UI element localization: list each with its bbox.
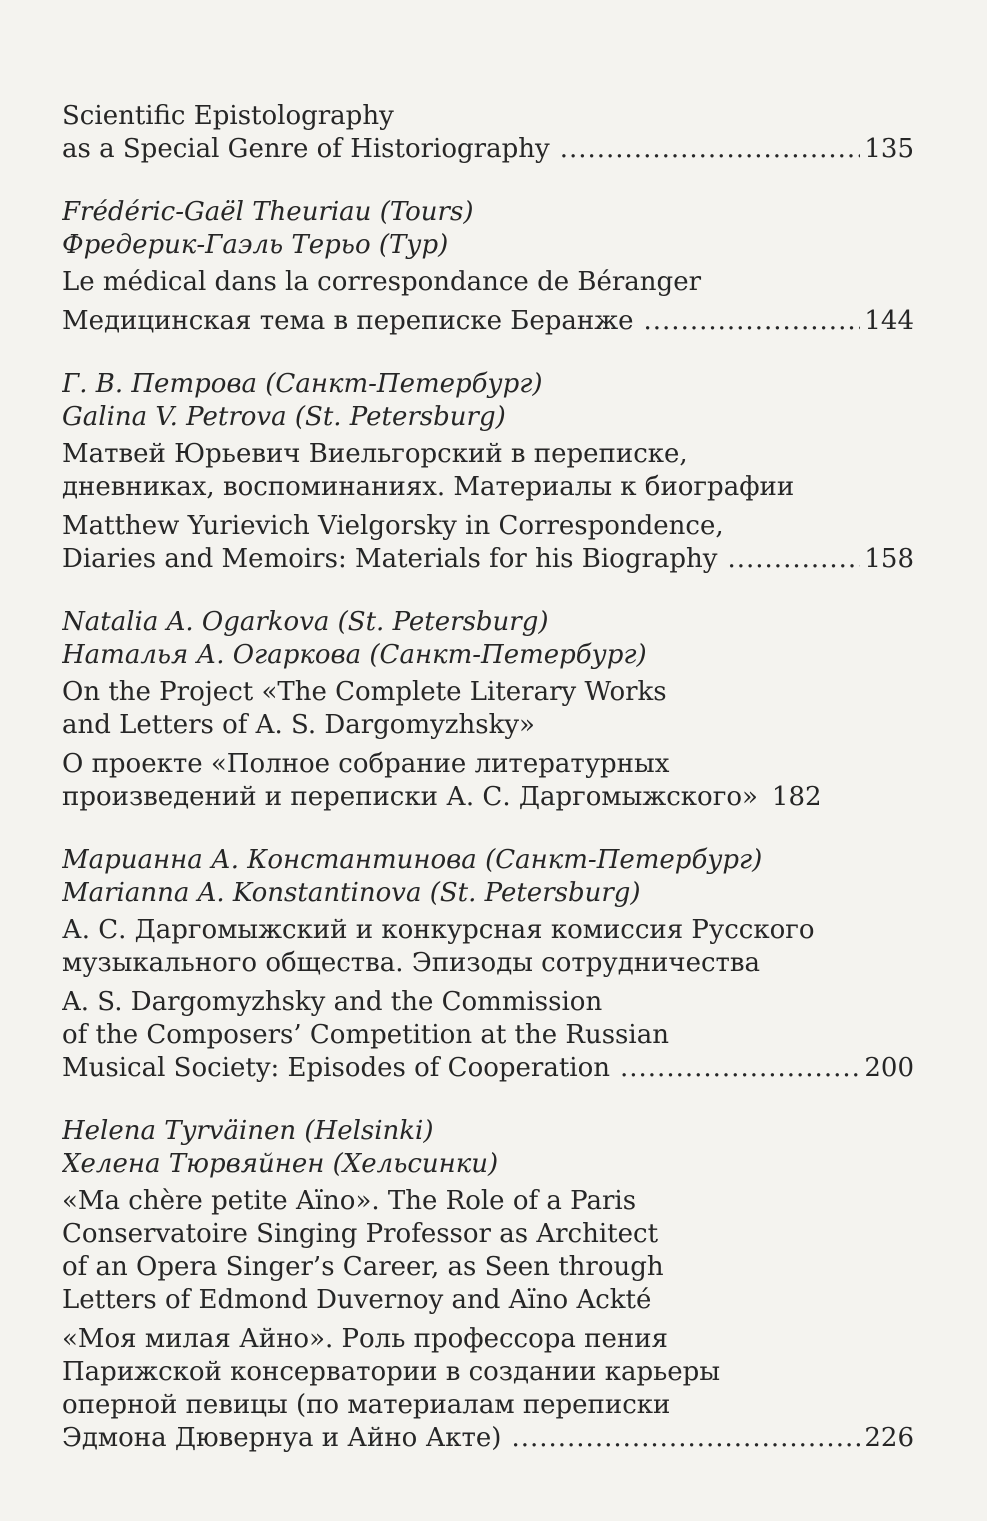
title-line-with-page <box>62 543 914 576</box>
page-number: 182 <box>771 782 822 812</box>
author-name: Natalia A. Ogarkova (St. Petersburg) <box>62 607 549 637</box>
author-name: Наталья А. Огаркова (Санкт-Петербург) <box>62 640 647 670</box>
article-title <box>62 1323 914 1455</box>
title-line: музыкального общества. Эпизоды сотрудничества <box>62 948 761 978</box>
toc-entry <box>62 368 914 576</box>
dot-leader <box>560 133 861 166</box>
article-title <box>62 1185 914 1317</box>
title-line: Медицинская тема в переписке Беранже <box>62 306 634 336</box>
author-name: Helena Tyrväinen (Helsinki) <box>62 1116 434 1146</box>
title-line: «Ma chère petite Aïno». The Role of a Paris <box>62 1186 637 1216</box>
title-line: Парижской консерватории в создании карьеры <box>62 1357 721 1387</box>
title-line: as a Special Genre of Historiography <box>62 134 550 164</box>
toc-entry <box>62 844 914 1085</box>
title-line: Diaries and Memoirs: Materials for his Biography <box>62 544 718 574</box>
author-name: Марианна А. Константинова (Санкт-Петербург) <box>62 845 763 875</box>
title-line: Матвей Юрьевич Виельгорский в переписке, <box>62 439 688 469</box>
title-line-with-page <box>62 133 914 166</box>
article-title <box>62 914 914 980</box>
toc-entry <box>62 196 914 338</box>
title-line-with-page <box>62 781 914 814</box>
title-line-with-page <box>62 305 914 338</box>
title-line: «Моя милая Айно». Роль профессора пения <box>62 1324 668 1354</box>
dot-leader <box>727 543 860 576</box>
article-title <box>62 986 914 1085</box>
author-name: Galina V. Petrova (St. Petersburg) <box>62 402 506 432</box>
title-line: Musical Society: Episodes of Cooperation <box>62 1053 610 1083</box>
title-line-with-page <box>62 1052 914 1085</box>
article-title <box>62 305 914 338</box>
title-line: On the Project «The Complete Literary Works <box>62 677 667 707</box>
title-line: дневниках, воспоминаниях. Материалы к биографии <box>62 472 795 502</box>
page-number: 158 <box>864 544 914 574</box>
title-line: Letters of Edmond Duvernoy and Aïno Ackté <box>62 1285 652 1315</box>
author-name: Frédéric-Gaël Theuriau (Tours) <box>62 197 474 227</box>
page-number: 144 <box>864 306 914 336</box>
title-line: произведений и переписки А. С. Даргомыжского» <box>62 782 758 812</box>
title-line-with-page <box>62 1422 914 1455</box>
title-line: and Letters of A. S. Dargomyzhsky» <box>62 710 535 740</box>
article-title <box>62 438 914 504</box>
title-line: Conservatoire Singing Professor as Architect <box>62 1219 659 1249</box>
author-name: Хелена Тюрвяйнен (Хельсинки) <box>62 1149 499 1179</box>
toc-entry <box>62 100 914 166</box>
author-name: Г. В. Петрова (Санкт-Петербург) <box>62 369 543 399</box>
article-title <box>62 266 914 299</box>
page-number: 226 <box>864 1423 914 1453</box>
title-line: of an Opera Singer’s Career, as Seen through <box>62 1252 664 1282</box>
page-number: 200 <box>864 1053 914 1083</box>
dot-leader <box>620 1052 860 1085</box>
title-line: Scientific Epistolography <box>62 101 394 131</box>
article-title <box>62 748 914 814</box>
title-line: оперной певицы (по материалам переписки <box>62 1390 671 1420</box>
dot-leader <box>511 1422 860 1455</box>
page-number: 135 <box>864 134 914 164</box>
title-line: of the Composers’ Competition at the Russian <box>62 1020 669 1050</box>
article-title <box>62 510 914 576</box>
title-line: Эдмона Дювернуа и Айно Акте) <box>62 1423 502 1453</box>
title-line: Le médical dans la correspondance de Béranger <box>62 267 702 297</box>
toc-entry <box>62 1115 914 1455</box>
dot-leader <box>644 305 861 338</box>
author-name: Marianna A. Konstantinova (St. Petersburg) <box>62 878 641 908</box>
article-title <box>62 100 914 166</box>
title-line: А. С. Даргомыжский и конкурсная комиссия Русского <box>62 915 815 945</box>
title-line: A. S. Dargomyzhsky and the Commission <box>62 987 603 1017</box>
title-line: О проекте «Полное собрание литературных <box>62 749 670 779</box>
table-of-contents <box>62 96 914 1485</box>
toc-entry <box>62 606 914 814</box>
article-title <box>62 676 914 742</box>
title-line: Matthew Yurievich Vielgorsky in Correspondence, <box>62 511 724 541</box>
author-name: Фредерик-Гаэль Терьо (Тур) <box>62 230 449 260</box>
